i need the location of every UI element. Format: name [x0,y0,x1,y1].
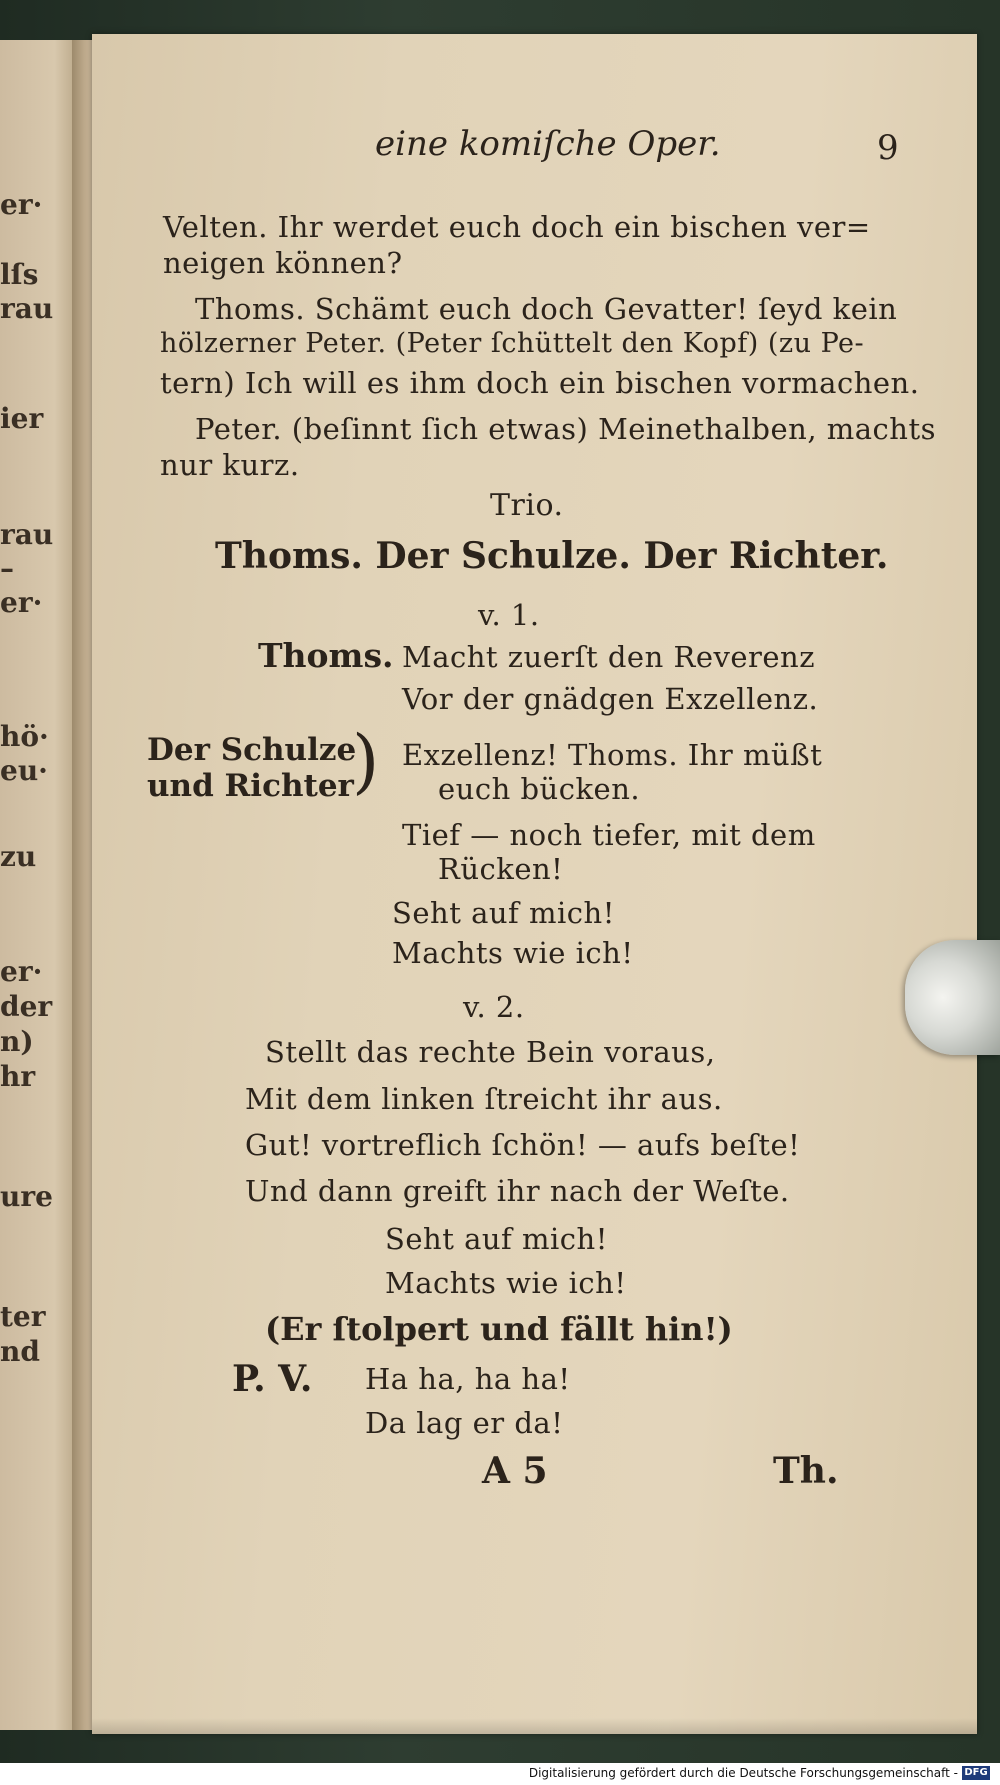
left-page-fragment: zu [0,840,37,873]
signature-mark: A 5 [482,1450,548,1492]
left-page-fragment: rau [0,292,54,325]
page-number: 9 [877,128,899,168]
verse-line: Exzellenz! Thoms. Ihr müßt [402,738,823,772]
left-page-fragment: ier [0,402,44,435]
running-header: eine komiſche Oper. [375,124,721,164]
left-page-fragment: n) [0,1025,34,1058]
text-line: nur kurz. [160,448,300,482]
verse-number: v. 2. [463,990,525,1024]
speaker: Der Schulze [147,732,357,768]
verse-line: Tief — noch tiefer, mit dem [402,818,816,852]
text-line: tern) Ich will es ihm doch ein bischen vormachen. [160,366,920,400]
left-page-fragment: eu· [0,754,48,787]
text-line: Peter. (beſinnt ſich etwas) Meinethalben, machts [195,412,937,446]
cast-list: Thoms. Der Schulze. Der Richter. [215,535,889,577]
left-facing-page [0,40,78,1730]
stage-direction: (Er ſtolpert und fällt hin!) [265,1310,733,1348]
verse-line: Da lag er da! [365,1406,564,1440]
verse-line: Seht auf mich! [385,1222,608,1256]
left-page-fragment: hö· [0,720,49,753]
speaker: P. V. [232,1358,313,1400]
verse-line: Ha ha, ha ha! [365,1362,571,1396]
text-line: Thoms. Schämt euch doch Gevatter! ſeyd kein [195,292,898,326]
verse-line: Machts wie ich! [392,936,634,970]
verse-line: Gut! vortreflich ſchön! — aufs beſte! [245,1128,801,1162]
catchword: Th. [773,1450,839,1492]
left-page-fragment: er· [0,586,43,619]
verse-number: v. 1. [478,598,540,632]
page-shadow [92,1718,977,1734]
verse-line: Seht auf mich! [392,896,615,930]
left-page-fragment: ure [0,1180,53,1213]
left-page-fragment: rau [0,518,54,551]
left-page-fragment: hr [0,1060,36,1093]
text-line: neigen können? [163,246,403,280]
verse-line: Mit dem linken ſtreicht ihr aus. [245,1082,723,1116]
text-line: Velten. Ihr werdet euch doch ein bischen ver= [163,210,871,244]
verse-line: Vor der gnädgen Exzellenz. [402,682,819,716]
left-page-fragment: nd [0,1335,40,1368]
verse-line: Machts wie ich! [385,1266,627,1300]
verse-line: Macht zuerſt den Reverenz [402,640,816,674]
footer-credit: Digitalisierung gefördert durch die Deutsche Forschungsgemeinschaft - [528,1766,958,1780]
left-page-fragment: der [0,990,53,1023]
brace: ) [352,720,380,802]
speaker: Thoms. [258,636,394,675]
left-page-fragment: lſs [0,258,39,291]
left-page-fragment: er· [0,188,43,221]
page-clip [905,940,1000,1055]
left-page-fragment: er· [0,955,43,988]
verse-line: euch bücken. [438,772,641,806]
speaker: und Richter [147,768,354,804]
left-page-fragment: – [0,552,14,585]
section-title: Trio. [490,488,564,523]
left-page-fragment: ter [0,1300,46,1333]
verse-line: Rücken! [438,852,564,886]
verse-line: Stellt das rechte Bein voraus, [265,1035,716,1069]
dfg-logo: DFG [962,1766,990,1780]
verse-line: Und dann greift ihr nach der Weſte. [245,1174,790,1208]
text-line: hölzerner Peter. (Peter ſchüttelt den Kopf) (zu Pe- [160,328,865,359]
